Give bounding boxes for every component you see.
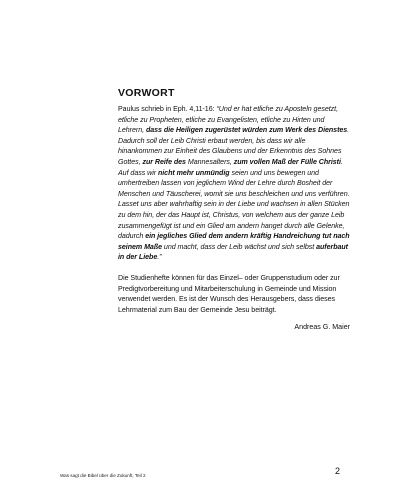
- scripture-quote: [118, 105, 350, 261]
- foreword-section: [118, 87, 350, 333]
- author-signature: Andreas G. Maier: [294, 323, 350, 332]
- quote-text: Mannesalters,: [185, 157, 234, 166]
- footer-title: Was sagt die Bibel über die Zukunft, Teil 2: [60, 473, 146, 478]
- quote-emphasis: zum vollen Maß der Fülle Christi: [233, 157, 341, 166]
- quote-text: und macht, dass der Leib wächst und sich selbst: [162, 242, 317, 251]
- quote-emphasis: ein jegliches Glied dem andern kräftig Handreichung tut nach seinem Maße: [118, 232, 350, 251]
- quote-text: . Dadurch soll der Leib Christi erbaut werden, bis dass wir alle hinankommen zur Einheit des Glaubens und der Erkenntnis des Sohnes Gottes,: [118, 126, 350, 166]
- quote-emphasis: dass die Heiligen zugerüstet würden zum Werk des Dienstes: [145, 126, 348, 135]
- section-heading: VORWORT: [118, 87, 175, 99]
- scripture-paragraph: [118, 104, 350, 263]
- quote-emphasis: nicht mehr unmündig: [157, 168, 230, 177]
- purpose-paragraph: Die Studienhefte können für das Einzel– oder Gruppenstudium oder zur Predigtvorbereitung und Mitarbeiterschulung in Gemeinde und Mission verwendet werden. Es ist der Wunsch des Herausgebers, dass dieses Lehrmaterial zum Bau der Gemeinde Jesu beiträgt.: [118, 273, 340, 314]
- quote-text: seien und uns bewegen und umhertreiben lassen von jeglichem Wind der Lehre durch Bosheit der Menschen und Täuscherei, womit sie uns beschleichen und uns verführen. Lasset uns aber wahrhaftig sein in der Liebe und wachsen in allen Stücken zu dem hin, der das Haupt ist, Christus, von welchem aus der ganze Leib zusammengefügt ist und ein Glied am andern hanget durch alle Gelenke, dadurch: [118, 168, 350, 241]
- quote-text: . Auf dass wir: [118, 157, 343, 177]
- quote-text: .”: [157, 253, 162, 262]
- quote-emphasis: auferbaut in der Liebe: [118, 242, 348, 262]
- quote-text: “Und er hat etliche zu Aposteln gesetzt, etliche zu Propheten, etliche zu Evangelisten, etliche zu Hirten und Lehrern,: [118, 105, 338, 135]
- intro-text: Paulus schrieb in Eph. 4,11-16:: [118, 105, 215, 113]
- quote-emphasis: zur Reife des: [142, 157, 186, 166]
- page-number: 2: [335, 466, 341, 476]
